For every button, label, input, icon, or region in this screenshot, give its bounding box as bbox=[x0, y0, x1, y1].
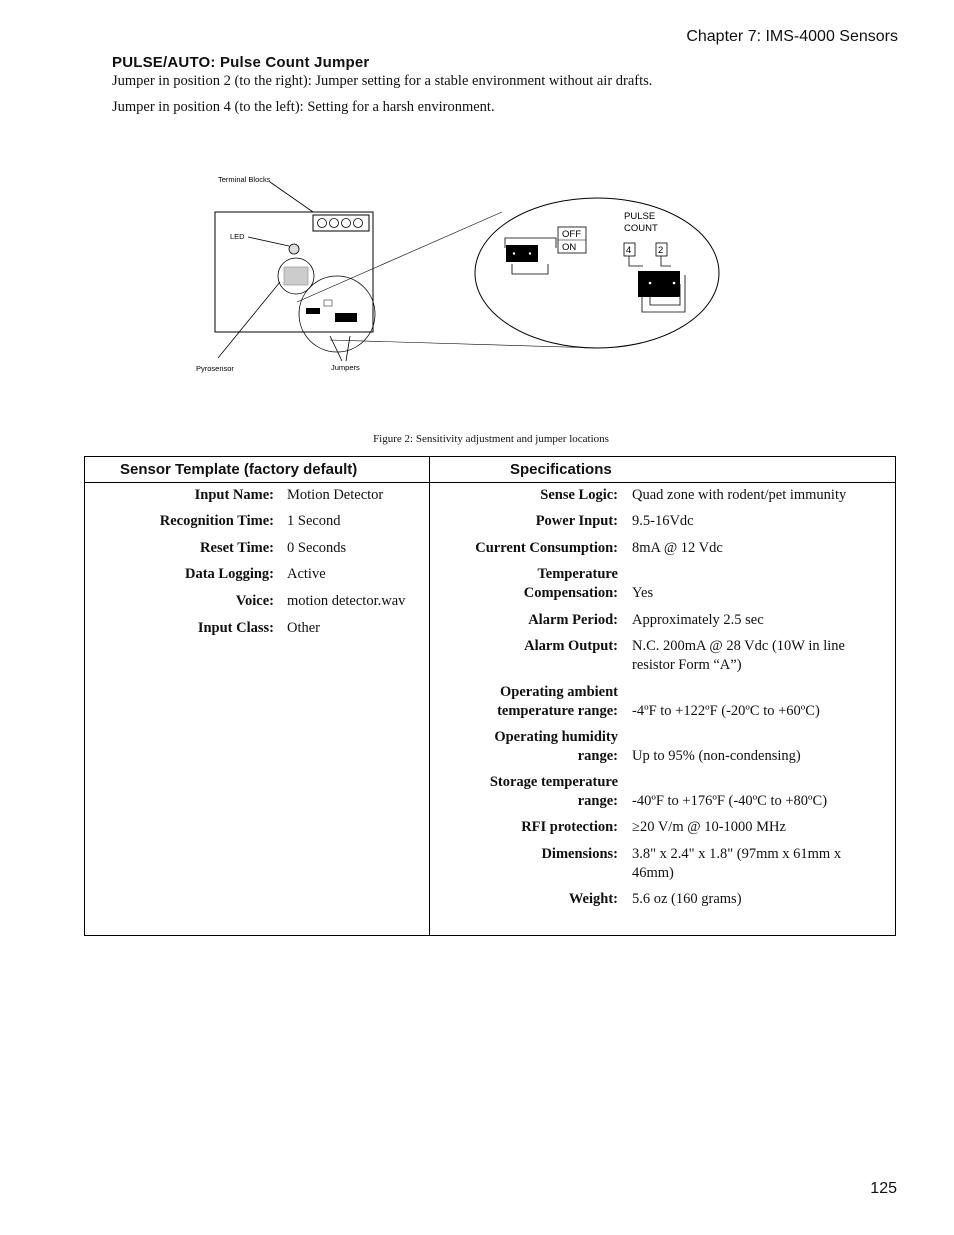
template-value: Motion Detector bbox=[287, 487, 384, 503]
pulse-label: PULSE bbox=[624, 211, 656, 222]
spec-label: range: bbox=[577, 748, 618, 764]
spec-value: -40ºF to +176ºF (-40ºC to +80ºC) bbox=[632, 793, 828, 809]
template-value: 1 Second bbox=[287, 513, 341, 529]
specifications-column-header: Specifications bbox=[510, 461, 612, 478]
terminal-block-strip bbox=[313, 215, 369, 231]
spec-label: Current Consumption: bbox=[475, 540, 618, 556]
count-label: COUNT bbox=[624, 223, 658, 234]
position-4-label: 4 bbox=[626, 245, 632, 256]
template-value: Active bbox=[287, 566, 326, 582]
header-rule bbox=[85, 482, 895, 483]
column-divider bbox=[429, 457, 430, 935]
spec-value: 3.8" x 2.4" x 1.8" (97mm x 61mm x bbox=[632, 846, 842, 862]
spec-label: Storage temperature bbox=[489, 774, 618, 790]
template-label: Input Name: bbox=[194, 487, 274, 503]
template-label: Recognition Time: bbox=[159, 513, 274, 529]
led-label: LED bbox=[230, 232, 245, 241]
spec-label: Dimensions: bbox=[541, 846, 618, 862]
spec-label: Temperature bbox=[537, 566, 618, 582]
spec-label: Alarm Output: bbox=[524, 638, 618, 654]
spec-value: 46mm) bbox=[632, 865, 674, 881]
spec-value: Up to 95% (non-condensing) bbox=[632, 748, 801, 764]
template-column-header: Sensor Template (factory default) bbox=[120, 461, 358, 478]
spec-value: ≥20 V/m @ 10-1000 MHz bbox=[632, 819, 786, 835]
spec-value: Quad zone with rodent/pet immunity bbox=[632, 487, 847, 503]
paragraph-position-4: Jumper in position 4 (to the left): Setting for a harsh environment. bbox=[112, 99, 495, 115]
template-label: Data Logging: bbox=[184, 566, 274, 582]
figure-caption: Figure 2: Sensitivity adjustment and jumper locations bbox=[373, 433, 609, 445]
on-label: ON bbox=[562, 242, 577, 253]
template-label: Voice: bbox=[235, 593, 274, 609]
spec-value: 8mA @ 12 Vdc bbox=[632, 540, 723, 556]
spec-value: resistor Form “A”) bbox=[632, 657, 742, 673]
spec-label: Compensation: bbox=[523, 585, 618, 601]
template-value: 0 Seconds bbox=[287, 540, 347, 556]
jumpers-label: Jumpers bbox=[331, 363, 360, 372]
spec-value: -4ºF to +122ºF (-20ºC to +60ºC) bbox=[632, 703, 820, 719]
template-value: Other bbox=[287, 620, 321, 636]
left-jumper bbox=[506, 245, 538, 262]
jumper-location-diagram bbox=[180, 160, 740, 390]
off-label: OFF bbox=[562, 229, 581, 240]
template-label: Reset Time: bbox=[200, 540, 274, 556]
spec-table bbox=[84, 456, 896, 936]
led-indicator bbox=[289, 244, 299, 254]
spec-value: 5.6 oz (160 grams) bbox=[632, 891, 742, 907]
template-label: Input Class: bbox=[197, 620, 274, 636]
spec-label: Operating ambient bbox=[499, 684, 618, 700]
spec-label: Weight: bbox=[568, 891, 618, 907]
position-2-label: 2 bbox=[658, 245, 664, 256]
terminal-blocks-label: Terminal Blocks bbox=[218, 175, 271, 184]
paragraph-position-2: Jumper in position 2 (to the right): Jumper setting for a stable environment without air drafts. bbox=[112, 73, 653, 89]
section-title: PULSE/AUTO: Pulse Count Jumper bbox=[112, 54, 370, 71]
spec-value: N.C. 200mA @ 28 Vdc (10W in line bbox=[632, 638, 845, 654]
spec-label: temperature range: bbox=[497, 703, 618, 719]
spec-label: Power Input: bbox=[535, 513, 618, 529]
chapter-header: Chapter 7: IMS-4000 Sensors bbox=[686, 28, 898, 45]
spec-value: Yes bbox=[632, 585, 654, 601]
template-value: motion detector.wav bbox=[287, 593, 406, 609]
spec-value: 9.5-16Vdc bbox=[632, 513, 694, 529]
spec-label: range: bbox=[577, 793, 618, 809]
page-number: 125 bbox=[870, 1180, 897, 1197]
spec-value: Approximately 2.5 sec bbox=[632, 612, 764, 628]
pyrosensor-label: Pyrosensor bbox=[196, 364, 234, 373]
spec-label: Alarm Period: bbox=[528, 612, 618, 628]
spec-label: Sense Logic: bbox=[540, 487, 618, 503]
spec-label: RFI protection: bbox=[521, 819, 618, 835]
spec-label: Operating humidity bbox=[494, 729, 618, 745]
